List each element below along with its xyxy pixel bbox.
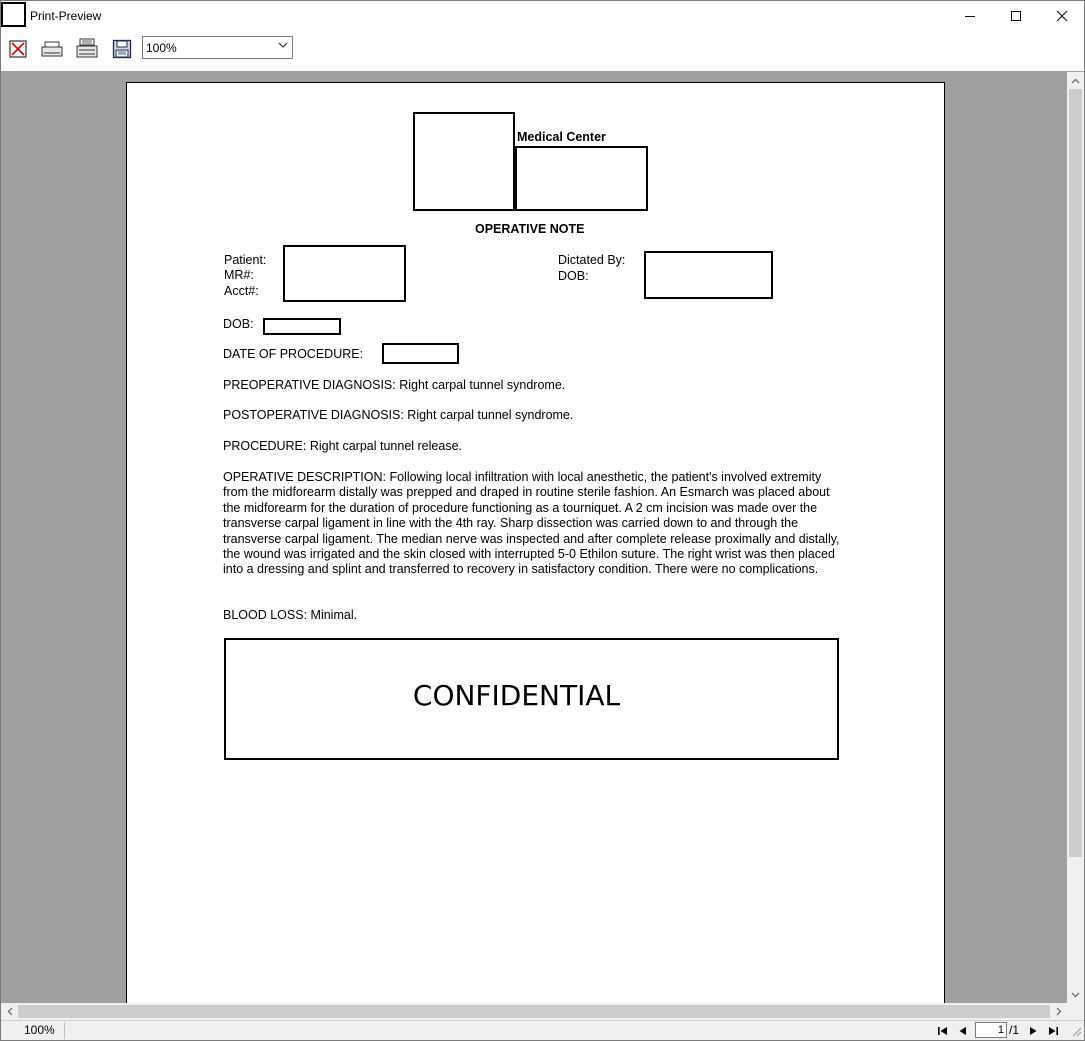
- minimize-button[interactable]: [947, 1, 993, 31]
- printer-setup-icon: [75, 38, 99, 60]
- status-zoom: 100%: [1, 1022, 65, 1039]
- scroll-up-icon[interactable]: [1067, 72, 1084, 89]
- redacted-dictator-info: [644, 251, 773, 299]
- maximize-button[interactable]: [993, 1, 1039, 31]
- document-title: OPERATIVE NOTE: [475, 222, 585, 236]
- dictated-by-label: Dictated By:: [558, 253, 626, 267]
- operative-description: OPERATIVE DESCRIPTION: Following local infiltration with local anesthetic, the patient's involved extremity from the midforearm distally was prepped and draped in routine sterile fashion. An Esmarch was placed about the midforearm for the duration of procedure functioning as a tourniquet. A 2 cm incision was made over the transverse carpal ligament in line with the 4th ray. Sharp dissection was carried down to and through the transverse carpal ligament. The median nerve was inspected and after complete release proximally and distally, the wound was irrigated and the skin closed with interrupted 5-0 Ethilon suture. The right wrist was then placed into a dressing and splint and transferred to recovery in satisfactory condition. There were no complications.: [223, 470, 840, 577]
- resize-grip-icon[interactable]: [1070, 1025, 1082, 1037]
- close-preview-button[interactable]: [6, 38, 30, 60]
- close-icon: [1056, 10, 1068, 22]
- maximize-icon: [1010, 10, 1022, 22]
- redacted-procedure-date: [382, 343, 459, 364]
- window-title: Print-Preview: [30, 9, 102, 23]
- patient-label: Patient:: [224, 253, 267, 267]
- horizontal-scrollbar[interactable]: [1, 1003, 1067, 1020]
- acct-label: Acct#:: [224, 284, 259, 298]
- first-page-button[interactable]: [934, 1023, 950, 1039]
- date-of-procedure-label: DATE OF PROCEDURE:: [223, 347, 364, 361]
- prev-page-button[interactable]: [954, 1023, 970, 1039]
- preop-diagnosis: PREOPERATIVE DIAGNOSIS: Right carpal tunnel syndrome.: [223, 378, 566, 392]
- chevron-down-icon: [278, 40, 288, 53]
- vertical-scrollbar[interactable]: [1067, 72, 1084, 1003]
- save-button[interactable]: [110, 38, 134, 60]
- title-bar: [1, 1, 1084, 31]
- close-x-icon: [9, 40, 27, 58]
- minimize-icon: [964, 10, 976, 22]
- postop-diagnosis: POSTOPERATIVE DIAGNOSIS: Right carpal tunnel syndrome.: [223, 408, 574, 422]
- scroll-down-icon[interactable]: [1067, 986, 1084, 1003]
- scrollbar-corner: [1067, 1003, 1084, 1020]
- confidential-label: CONFIDENTIAL: [412, 679, 621, 713]
- mr-label: MR#:: [224, 268, 254, 282]
- status-bar: [1, 1020, 1084, 1041]
- horizontal-scroll-thumb[interactable]: [18, 1005, 1050, 1018]
- document-page: [126, 82, 945, 1003]
- print-button[interactable]: [40, 38, 64, 60]
- dob-right-label: DOB:: [558, 269, 589, 283]
- operative-note-document: [127, 83, 944, 1003]
- confidential-overlay: [224, 638, 839, 760]
- header-org: Medical Center: [517, 130, 606, 144]
- next-page-icon: [1029, 1026, 1038, 1036]
- close-window-button[interactable]: [1039, 1, 1085, 31]
- scroll-left-icon[interactable]: [1, 1003, 18, 1020]
- last-page-icon: [1048, 1026, 1059, 1036]
- dob-label: DOB:: [223, 317, 254, 331]
- zoom-value: 100%: [146, 41, 177, 55]
- vertical-scroll-thumb[interactable]: [1069, 89, 1082, 857]
- procedure: PROCEDURE: Right carpal tunnel release.: [223, 439, 462, 453]
- last-page-button[interactable]: [1045, 1023, 1061, 1039]
- blood-loss: BLOOD LOSS: Minimal.: [223, 608, 358, 622]
- preview-area: [1, 72, 1067, 1003]
- scroll-right-icon[interactable]: [1050, 1003, 1067, 1020]
- print-setup-button[interactable]: [75, 38, 99, 60]
- redacted-dob: [263, 318, 341, 335]
- page-total: /1: [1009, 1023, 1020, 1037]
- first-page-icon: [937, 1026, 948, 1036]
- redacted-patient-info: [283, 245, 406, 302]
- zoom-select[interactable]: [142, 36, 293, 59]
- prev-page-icon: [958, 1026, 967, 1036]
- next-page-button[interactable]: [1025, 1023, 1041, 1039]
- app-icon: [1, 2, 26, 27]
- page-number-input[interactable]: 1: [975, 1022, 1007, 1038]
- redacted-org-name: [515, 146, 648, 211]
- floppy-disk-icon: [112, 39, 132, 59]
- redacted-logo: [413, 112, 515, 211]
- printer-icon: [40, 39, 64, 59]
